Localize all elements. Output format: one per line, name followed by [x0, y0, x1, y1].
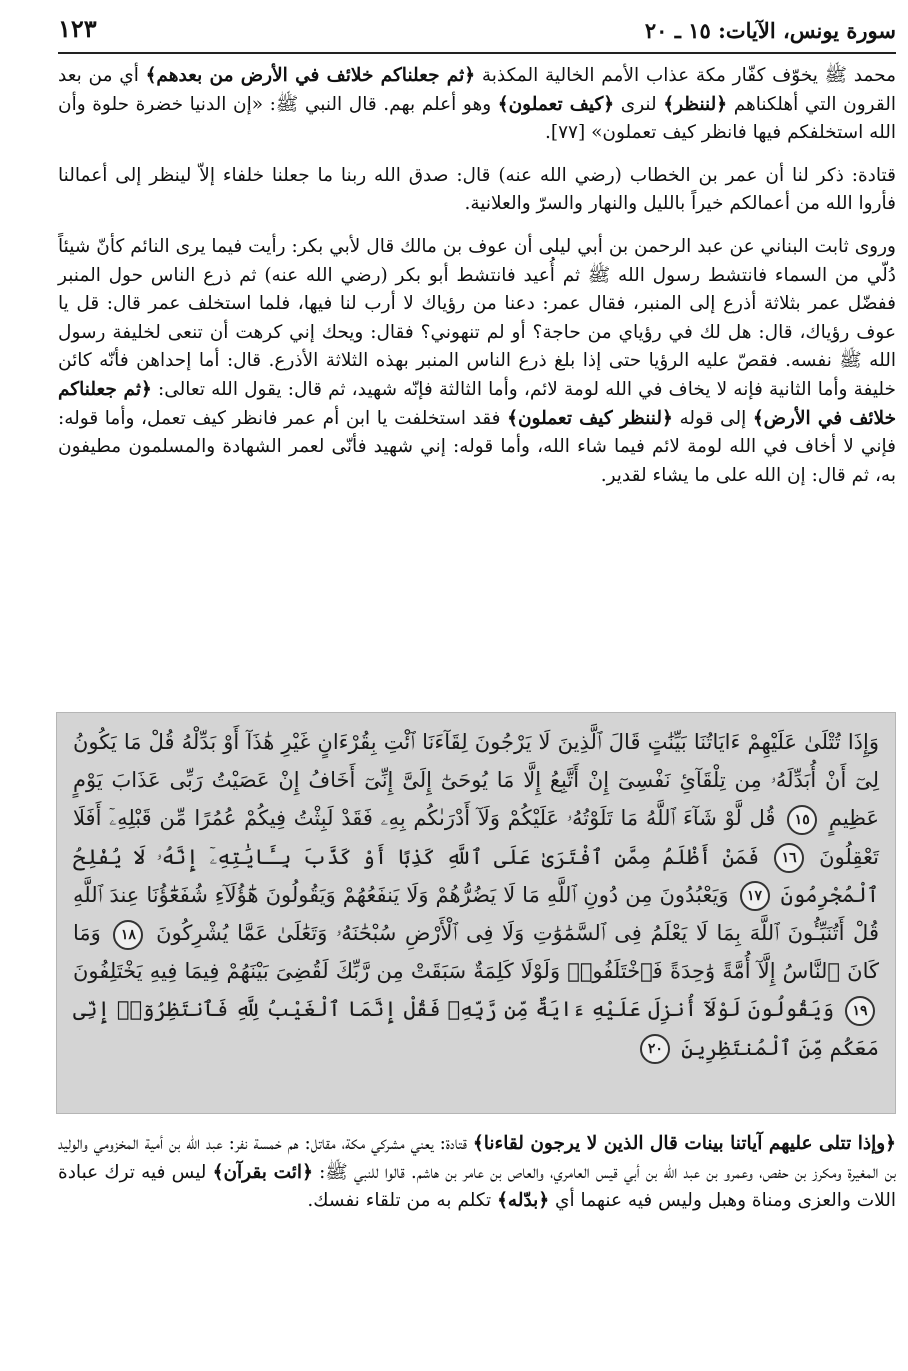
ayah-number-marker: ١٧: [740, 881, 770, 911]
commentary-bottom: [58, 1130, 896, 1230]
ayah-number-marker: ١٥: [787, 805, 817, 835]
quote-segment: ﴿وإذا تتلى عليهم آياتنا بينات قال الذين لا يرجون لقاءنا﴾: [472, 1133, 896, 1154]
ayah-number-marker: ٢٠: [640, 1034, 670, 1064]
quote-segment: ﴿لننظر كيف تعملون﴾: [507, 407, 673, 429]
ayah-text: وَإِذَا تُتْلَىٰ عَلَيْهِمْ ءَايَاتُنَا بَيِّنَٰتٍ قَالَ ٱلَّذِينَ لَا يَرْجُونَ لِقَآءَنَا ٱئْتِ بِقُرْءَانٍ غَيْرِ هَٰذَآ أَوْ بَدِّلْهُ قُلْ مَا يَكُونُ لِىٓ أَنْ أُبَدِّلَهُۥ مِن تِلْقَآئِ نَفْسِىٓ إِنْ أَتَّبِعُ إِلَّا مَا يُوحَىٰٓ إِلَىَّ إِنِّىٓ أَخَافُ إِنْ عَصَيْتُ رَبِّى عَذَابَ يَوْمٍ عَظِيمٍ: [73, 730, 879, 831]
page-header: [58, 14, 896, 50]
surah-title: سورة يونس، الآيات: ١٥ ـ ٢٠: [644, 18, 896, 43]
ayah-number-marker: ١٩: [845, 996, 875, 1026]
text-segment: أي من بعد القرون التي أهلكناهم: [58, 65, 897, 115]
quote-segment: ﴿ائت بقرآن﴾: [212, 1161, 313, 1183]
text-segment: وروى ثابت البناني عن عبد الرحمن بن أبي ليلى أن عوف بن مالك قال لأبي بكر: رأيت فيما يرى النائم كأنّ شيئاً دُلّي من السماء فانتشط رسول الله ﷺ ثم أُعيد فانتشط أبو بكر (رضي الله عنه) ثم ذرع الناس حول المنبر ففضّل عمر بثلاثة أذرع إلى المنبر، فقال عمر: دعنا من رؤياك لا أرب لنا فيها، فلما استخلف عمر قال: قل يا عوف رؤياك، قال: هل لك في رؤياي من حاجة؟ أو لم تنهوني؟ فقال: ويحك إني كرهت أن تنعى لخليفة رسول الله ﷺ نفسه. فقصّ عليه الرؤيا حتى إذا بلغ ذرع الناس المنبر بهذه الثلاثة الأذرع. قال: أما إحداهن فأنّه كائن خليفة وأما الثانية فإنه لا يخاف في الله لومة لائم، وأما الثالثة فإنّه شهيد، ثم قال: يقول الله تعالى:: [58, 235, 896, 400]
commentary-top: [58, 62, 896, 504]
quote-segment: ﴿ثم جعلناكم خلائف في الأرض من بعدهم﴾: [145, 65, 476, 86]
text-segment: ليس فيه ترك عبادة اللات والعزى ومناة وهبل وليس فيه عنهما أي: [58, 1161, 896, 1212]
text-segment: إلى قوله: [672, 407, 753, 429]
ayah-text: وَيَقُولُونَ لَوْلَآ أُنزِلَ عَلَيْهِ ءَايَةٌ مِّن رَّبِّهِۦ فَقُلْ إِنَّمَا ٱلْغَيْبُ لِلَّهِ فَٱنتَظِرُوٓا۟ إِنِّى مَعَكُم مِّنَ ٱلْمُنتَظِرِينَ: [73, 997, 879, 1060]
text-segment: محمد ﷺ يخوّف كفّار مكة عذاب الأمم الخالية المكذبة: [475, 65, 896, 86]
text-segment: وهو أعلم بهم. قال النبي ﷺ: «إن الدنيا خضرة حلوة وأن الله استخلفكم فيها فانظر كيف تعملون» [٧٧].: [58, 93, 896, 144]
commentary-paragraph: [58, 162, 896, 219]
text-segment: تكلم به من تلقاء نفسك.: [307, 1190, 498, 1212]
ayah-text: وَمَا كَانَ ٱلنَّاسُ إِلَّآ أُمَّةً وَٰحِدَةً فَٱخْتَلَفُوا۟ وَلَوْلَا كَلِمَةٌ سَبَقَتْ مِن رَّبِّكَ لَقُضِىَ بَيْنَهُمْ فِيمَا فِيهِ يَخْتَلِفُونَ: [73, 921, 879, 984]
text-segment: قتادة: يعني مشركي مكة، مقاتل: هم خمسة نفر: عبد الله بن أمية المخزومي والوليد بن المغيرة ومكرز بن حفص، وعمرو بن عبد الله بن أبي قيس العامري، والعاص بن عامر بن هاشم. قالوا للنبي ﷺ:: [58, 1133, 897, 1183]
ayah-text: قُل لَّوْ شَآءَ ٱللَّهُ مَا تَلَوْتُهُۥ عَلَيْكُمْ وَلَآ أَدْرَىٰكُم بِهِۦ فَقَدْ لَبِثْتُ فِيكُمْ عُمُرًا مِّن قَبْلِهِۦٓ أَفَلَا تَعْقِلُونَ: [73, 806, 879, 869]
commentary-paragraph: [58, 62, 896, 148]
ayah-text: وَيَعْبُدُونَ مِن دُونِ ٱللَّهِ مَا لَا يَضُرُّهُمْ وَلَا يَنفَعُهُمْ وَيَقُولُونَ هَٰٓؤُلَآءِ شُفَعَٰٓؤُنَا عِندَ ٱللَّهِ قُلْ أَتُنَبِّـُٔونَ ٱللَّهَ بِمَا لَا يَعْلَمُ فِى ٱلسَّمَٰوَٰتِ وَلَا فِى ٱلْأَرْضِ سُبْحَٰنَهُۥ وَتَعَٰلَىٰ عَمَّا يُشْرِكُونَ: [73, 882, 879, 946]
ayah-number-marker: ١٨: [113, 920, 143, 950]
text-segment: لنرى: [614, 93, 664, 115]
header-rule: [58, 52, 896, 54]
commentary-paragraph: [58, 1130, 896, 1216]
quran-verses-box: [56, 712, 896, 1114]
quote-segment: ﴿ثم جعلناكم خلائف في الأرض﴾: [58, 378, 897, 429]
quran-verses: [73, 723, 879, 1067]
commentary-paragraph: [58, 233, 896, 490]
page-number: ١٢٣: [58, 14, 97, 43]
text-segment: فقد استخلفت يا ابن أم عمر فانظر كيف تعمل، وأما قوله: فإني لا أخاف في الله لومة لائم فيما شاء الله، وأما قوله: إني شهيد فأنّى لعمر الشهادة والمسلمون مطيفون به، ثم قال: إن الله على ما يشاء لقدير.: [58, 407, 896, 486]
ayah-text: فَمَنْ أَظْلَمُ مِمَّنِ ٱفْتَرَىٰ عَلَى ٱللَّهِ كَذِبًا أَوْ كَذَّبَ بِـَٔايَٰتِهِۦٓ إِنَّهُۥ لَا يُفْلِحُ ٱلْمُجْرِمُونَ: [73, 844, 880, 907]
text-segment: قتادة: ذكر لنا أن عمر بن الخطاب (رضي الله عنه) قال: صدق الله ربنا ما جعلنا خلفاء إلاّ لينظر إلى أعمالنا فأروا الله من أعمالكم خيراً بالليل والنهار والسرّ والعلانية.: [58, 164, 896, 215]
ayah-number-marker: ١٦: [774, 843, 804, 873]
quote-segment: ﴿لننظر﴾: [663, 93, 728, 115]
quote-segment: ﴿كيف تعملون﴾: [497, 93, 615, 115]
quote-segment: ﴿بدّله﴾: [497, 1190, 550, 1212]
